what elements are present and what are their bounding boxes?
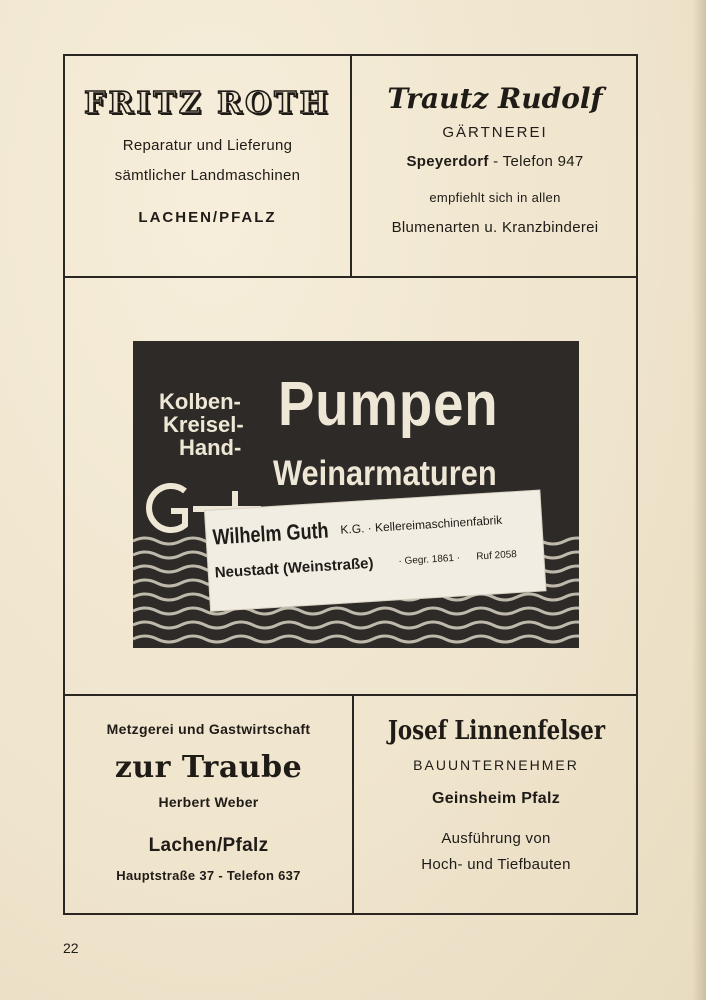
trautz-rudolf-name: Trautz Rudolf xyxy=(387,82,603,115)
trautz-line1: empfiehlt sich in allen xyxy=(429,190,561,205)
traube-line1: Metzgerei und Gastwirtschaft xyxy=(106,721,311,737)
pump-company-suffix: K.G. · Kellereimaschinenfabrik xyxy=(339,512,503,537)
josef-business: BAUUNTERNEHMER xyxy=(413,757,579,773)
pump-hand: Hand- xyxy=(179,435,242,460)
fritz-roth-line1: Reparatur und Lieferung xyxy=(122,137,293,154)
josef-place: Geinsheim Pfalz xyxy=(431,790,561,807)
pump-weinarmaturen: Weinarmaturen xyxy=(273,454,497,493)
pump-kolben: Kolben- xyxy=(159,389,241,414)
pump-pumpen: Pumpen xyxy=(278,370,499,439)
ad-trautz-rudolf xyxy=(352,56,638,276)
ad-josef-linnenfelser xyxy=(354,696,638,915)
trautz-phone: - Telefon 947 xyxy=(493,153,584,170)
ad-fritz-roth xyxy=(65,56,350,276)
josef-line1: Ausführung von xyxy=(441,830,551,847)
pump-kreisel: Kreisel- xyxy=(163,412,244,437)
pump-city: Neustadt (Weinstraße) xyxy=(214,554,374,582)
pump-phone: Ruf 2058 xyxy=(475,549,518,563)
ad-zur-traube xyxy=(65,696,352,915)
pump-founded: · Gegr. 1861 · xyxy=(398,552,461,568)
traube-place: Lachen/Pfalz xyxy=(148,835,269,856)
traube-name: zur Traube xyxy=(114,750,303,785)
traube-address: Hauptstraße 37 - Telefon 637 xyxy=(116,868,301,883)
josef-name: Josef Linnenfelser xyxy=(387,716,605,746)
advertisement-frame xyxy=(63,54,638,915)
trautz-place: Speyerdorf xyxy=(406,153,489,170)
pump-company-card xyxy=(205,491,545,611)
page-number: 22 xyxy=(63,940,79,956)
fritz-roth-place: LACHEN/PFALZ xyxy=(138,209,277,226)
trautz-place-phone xyxy=(352,147,638,177)
page-spine-shadow xyxy=(692,0,706,1000)
trautz-line2: Blumenarten u. Kranzbinderei xyxy=(391,219,599,236)
trautz-business: GÄRTNEREI xyxy=(442,124,548,141)
fritz-roth-line2: sämtlicher Landmaschinen xyxy=(114,167,301,184)
ad-pumpen xyxy=(133,341,579,648)
divider-top xyxy=(65,276,636,278)
pump-company: Wilhelm Guth xyxy=(211,517,330,550)
fritz-roth-title: FRITZ ROTH xyxy=(84,86,331,121)
traube-owner: Herbert Weber xyxy=(158,794,259,810)
josef-line2: Hoch- und Tiefbauten xyxy=(421,856,571,873)
